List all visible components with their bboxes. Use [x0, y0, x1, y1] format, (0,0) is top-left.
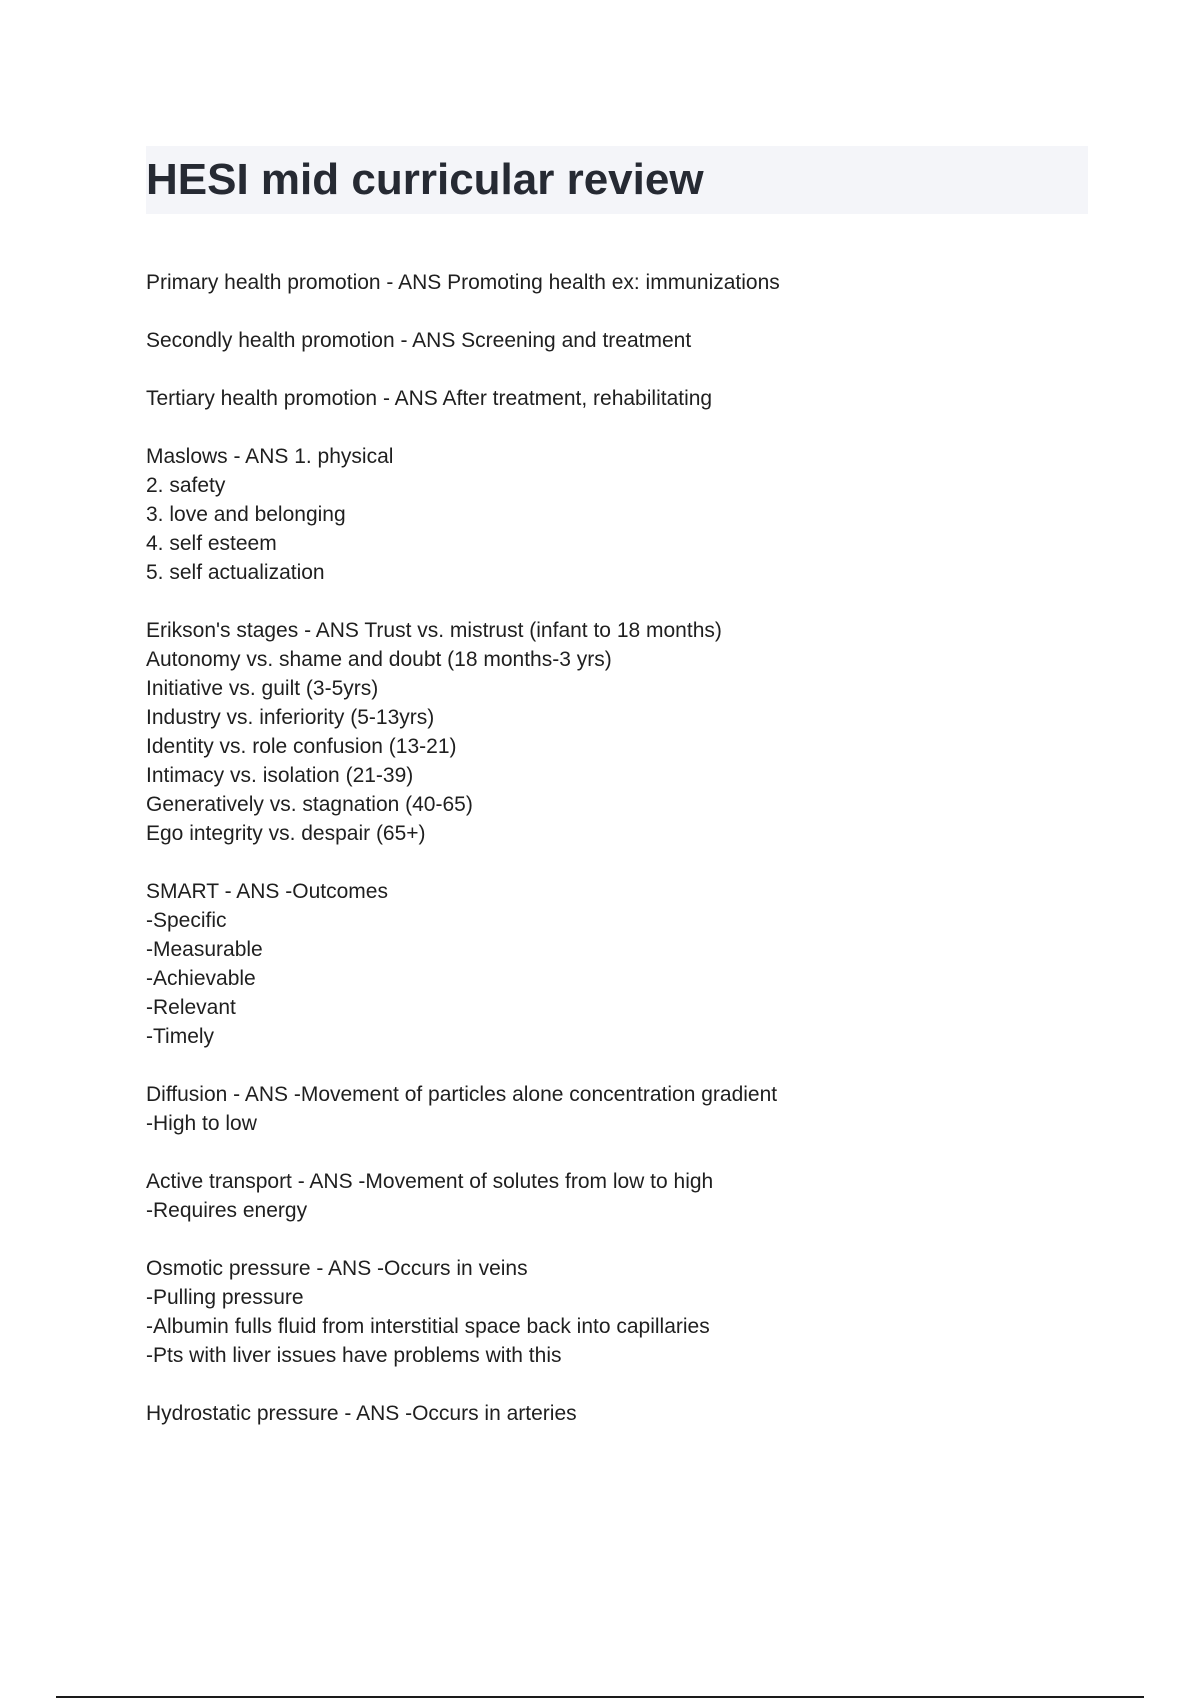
- document-body: [146, 268, 1086, 1457]
- title-banner: [146, 146, 1088, 214]
- entry-detail-line: 5. self actualization: [146, 561, 325, 584]
- page-title: HESI mid curricular review: [146, 155, 704, 204]
- qa-entry: [146, 1399, 1086, 1428]
- entry-detail-line: Generatively vs. stagnation (40-65): [146, 793, 473, 816]
- entry-term-line: Primary health promotion - ANS Promoting health ex: immunizations: [146, 271, 780, 294]
- entry-term-line: Osmotic pressure - ANS -Occurs in veins: [146, 1257, 528, 1280]
- entry-detail-line: Initiative vs. guilt (3-5yrs): [146, 677, 379, 700]
- qa-entry: [146, 384, 1086, 413]
- entry-detail-line: -Relevant: [146, 996, 236, 1019]
- entry-term-line: Tertiary health promotion - ANS After treatment, rehabilitating: [146, 387, 713, 410]
- qa-entry: [146, 877, 1086, 1051]
- entry-term-line: Secondly health promotion - ANS Screening and treatment: [146, 329, 692, 352]
- entry-detail-line: -Achievable: [146, 967, 256, 990]
- entry-detail-line: -Timely: [146, 1025, 215, 1048]
- entry-detail-line: -Specific: [146, 909, 227, 932]
- entry-detail-line: -Pts with liver issues have problems with this: [146, 1344, 562, 1367]
- entry-detail-line: Autonomy vs. shame and doubt (18 months-3 yrs): [146, 648, 612, 671]
- qa-entry: [146, 1167, 1086, 1225]
- qa-entry: [146, 268, 1086, 297]
- entry-detail-line: 4. self esteem: [146, 532, 277, 555]
- entry-detail-line: -High to low: [146, 1112, 257, 1135]
- qa-entry: [146, 442, 1086, 587]
- entry-detail-line: -Albumin fulls fluid from interstitial space back into capillaries: [146, 1315, 710, 1338]
- qa-entry: [146, 616, 1086, 848]
- entry-term-line: SMART - ANS -Outcomes: [146, 880, 388, 903]
- entry-detail-line: Ego integrity vs. despair (65+): [146, 822, 426, 845]
- entry-term-line: Erikson's stages - ANS Trust vs. mistrust (infant to 18 months): [146, 619, 722, 642]
- qa-entry: [146, 1080, 1086, 1138]
- entry-detail-line: -Pulling pressure: [146, 1286, 304, 1309]
- qa-entry: [146, 1254, 1086, 1370]
- footer-divider: [56, 1696, 1144, 1698]
- entry-term-line: Diffusion - ANS -Movement of particles alone concentration gradient: [146, 1083, 778, 1106]
- entry-detail-line: Industry vs. inferiority (5-13yrs): [146, 706, 435, 729]
- entry-detail-line: 2. safety: [146, 474, 226, 497]
- entry-term-line: Active transport - ANS -Movement of solutes from low to high: [146, 1170, 714, 1193]
- entry-detail-line: 3. love and belonging: [146, 503, 346, 526]
- entry-term-line: Hydrostatic pressure - ANS -Occurs in arteries: [146, 1402, 577, 1425]
- entry-term-line: Maslows - ANS 1. physical: [146, 445, 394, 468]
- entry-detail-line: Intimacy vs. isolation (21-39): [146, 764, 414, 787]
- entry-detail-line: -Measurable: [146, 938, 263, 961]
- entry-detail-line: Identity vs. role confusion (13-21): [146, 735, 457, 758]
- entry-detail-line: -Requires energy: [146, 1199, 308, 1222]
- qa-entry: [146, 326, 1086, 355]
